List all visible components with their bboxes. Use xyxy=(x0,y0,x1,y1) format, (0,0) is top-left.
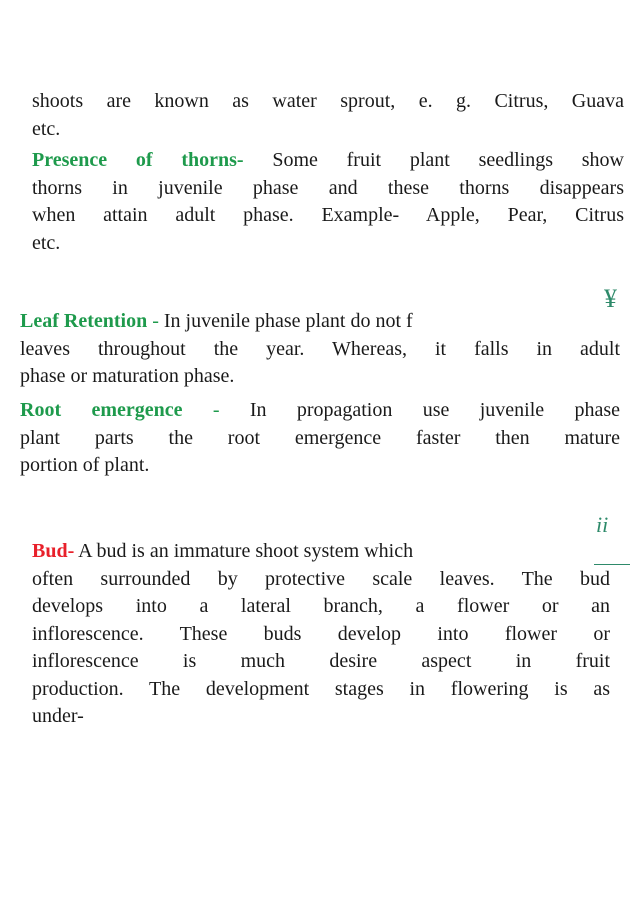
text-line: Root emergence - In propagation use juvenile phase xyxy=(20,399,621,421)
text-line: inflorescence is much desire aspect in fruit xyxy=(32,650,610,672)
text-line: develops into a lateral branch, a flower or an xyxy=(32,595,610,617)
ii-artifact: ii xyxy=(596,512,609,537)
text-line: plant parts the root emergence faster then mature xyxy=(20,426,620,449)
text-line: shoots are known as water sprout, e. g. Citrus, Guava xyxy=(32,90,624,112)
text-line: when attain adult phase. Example- Apple, Pear, Citrus xyxy=(32,204,624,226)
heading-bud: Bud- xyxy=(32,540,75,562)
heading-presence-of-thorns: Presence of thorns- xyxy=(32,149,244,171)
text-line: often surrounded by protective scale leaves. The bud xyxy=(32,567,610,590)
paragraph-water-sprout xyxy=(32,88,624,143)
text-line: production. The development stages in flowering is as xyxy=(32,677,610,700)
heading-root-emergence: Root emergence xyxy=(20,399,183,421)
paragraph-leaf-retention xyxy=(20,308,620,391)
text-line: phase or maturation phase. xyxy=(20,365,235,387)
text-line: etc. xyxy=(32,117,61,140)
text-line: under- xyxy=(32,705,84,727)
heading-leaf-retention: Leaf Retention xyxy=(20,310,148,332)
yen-artifact: ¥ xyxy=(604,284,617,313)
text-line: inflorescence. These buds develop into flower or xyxy=(32,622,610,645)
text-line: Presence of thorns- Some fruit plant seedlings show xyxy=(32,149,624,171)
paragraph-root-emergence xyxy=(20,397,620,480)
text-line: Leaf Retention - In juvenile phase plant do not f xyxy=(20,310,413,332)
paragraph-presence-of-thorns xyxy=(32,147,624,257)
text-line: leaves throughout the year. Whereas, it falls in adult xyxy=(20,337,620,360)
text-line: Bud- A bud is an immature shoot system which xyxy=(32,540,414,562)
text-line: etc. xyxy=(32,231,61,254)
text-line: thorns in juvenile phase and these thorns disappears xyxy=(32,176,624,199)
text-line: portion of plant. xyxy=(20,454,150,476)
paragraph-bud xyxy=(32,538,610,731)
